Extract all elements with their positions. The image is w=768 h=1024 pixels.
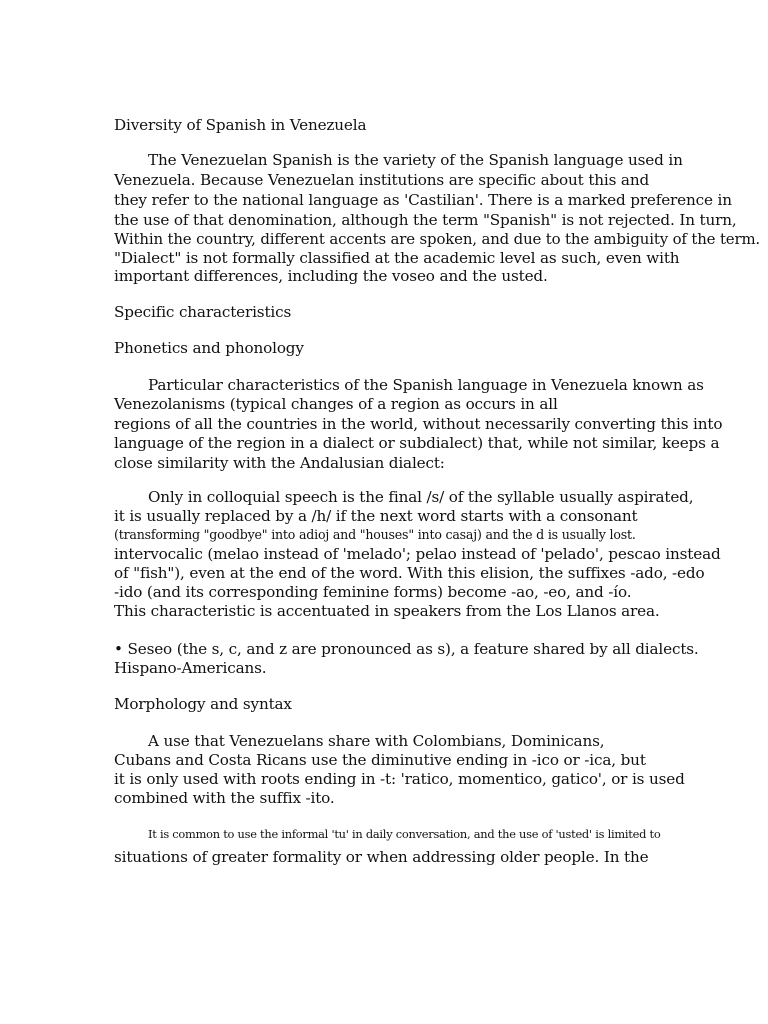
paragraph-line: A use that Venezuelans share with Colombians, Dominicans, — [148, 732, 605, 750]
paragraph-line: they refer to the national language as 'Castilian'. There is a marked preference in — [114, 191, 732, 209]
paragraph-line: regions of all the countries in the world, without necessarily converting this into — [114, 415, 723, 433]
paragraph-line: It is common to use the informal 'tu' in daily conversation, and the use of 'usted' is limited to — [148, 827, 661, 841]
paragraph-line: Venezolanisms (typical changes of a region as occurs in all — [114, 395, 558, 413]
section-heading: Morphology and syntax — [114, 695, 292, 713]
paragraph-line: Cubans and Costa Ricans use the diminutive ending in -ico or -ica, but — [114, 751, 646, 769]
section-heading: Specific characteristics — [114, 303, 292, 321]
paragraph-line: Venezuela. Because Venezuelan institutions are specific about this and — [114, 171, 650, 189]
paragraph-line: The Venezuelan Spanish is the variety of the Spanish language used in — [148, 151, 683, 169]
paragraph-line: important differences, including the voseo and the usted. — [114, 267, 548, 285]
paragraph-line: (transforming "goodbye" into adioj and "houses" into casaj) and the d is usually lost. — [114, 527, 636, 542]
paragraph-line: combined with the suffix -ito. — [114, 789, 335, 807]
paragraph-line: Only in colloquial speech is the final /s/ of the syllable usually aspirated, — [148, 488, 694, 506]
document-title: Diversity of Spanish in Venezuela — [114, 116, 367, 134]
paragraph-line: of "fish"), even at the end of the word. With this elision, the suffixes -ado, -edo — [114, 564, 705, 582]
bullet-line: Hispano-Americans. — [114, 659, 267, 677]
paragraph-line: it is usually replaced by a /h/ if the next word starts with a consonant — [114, 507, 638, 525]
bullet-line: • Seseo (the s, c, and z are pronounced as s), a feature shared by all dialects. — [114, 640, 699, 658]
paragraph-line: Within the country, different accents are spoken, and due to the ambiguity of the term. — [114, 230, 761, 248]
paragraph-line: close similarity with the Andalusian dialect: — [114, 454, 445, 472]
paragraph-line: situations of greater formality or when addressing older people. In the — [114, 848, 649, 866]
paragraph-line: it is only used with roots ending in -t: 'ratico, momentico, gatico', or is used — [114, 770, 685, 788]
paragraph-line: -ido (and its corresponding feminine forms) become -ao, -eo, and -ío. — [114, 583, 632, 601]
paragraph-line: "Dialect" is not formally classified at the academic level as such, even with — [114, 249, 680, 267]
paragraph-line: language of the region in a dialect or subdialect) that, while not similar, keeps a — [114, 434, 720, 452]
paragraph-line: This characteristic is accentuated in speakers from the Los Llanos area. — [114, 602, 660, 620]
paragraph-line: Particular characteristics of the Spanish language in Venezuela known as — [148, 376, 704, 394]
paragraph-line: the use of that denomination, although the term "Spanish" is not rejected. In turn, — [114, 211, 737, 229]
paragraph-line: intervocalic (melao instead of 'melado'; pelao instead of 'pelado', pescao instead — [114, 545, 721, 563]
section-heading: Phonetics and phonology — [114, 339, 304, 357]
